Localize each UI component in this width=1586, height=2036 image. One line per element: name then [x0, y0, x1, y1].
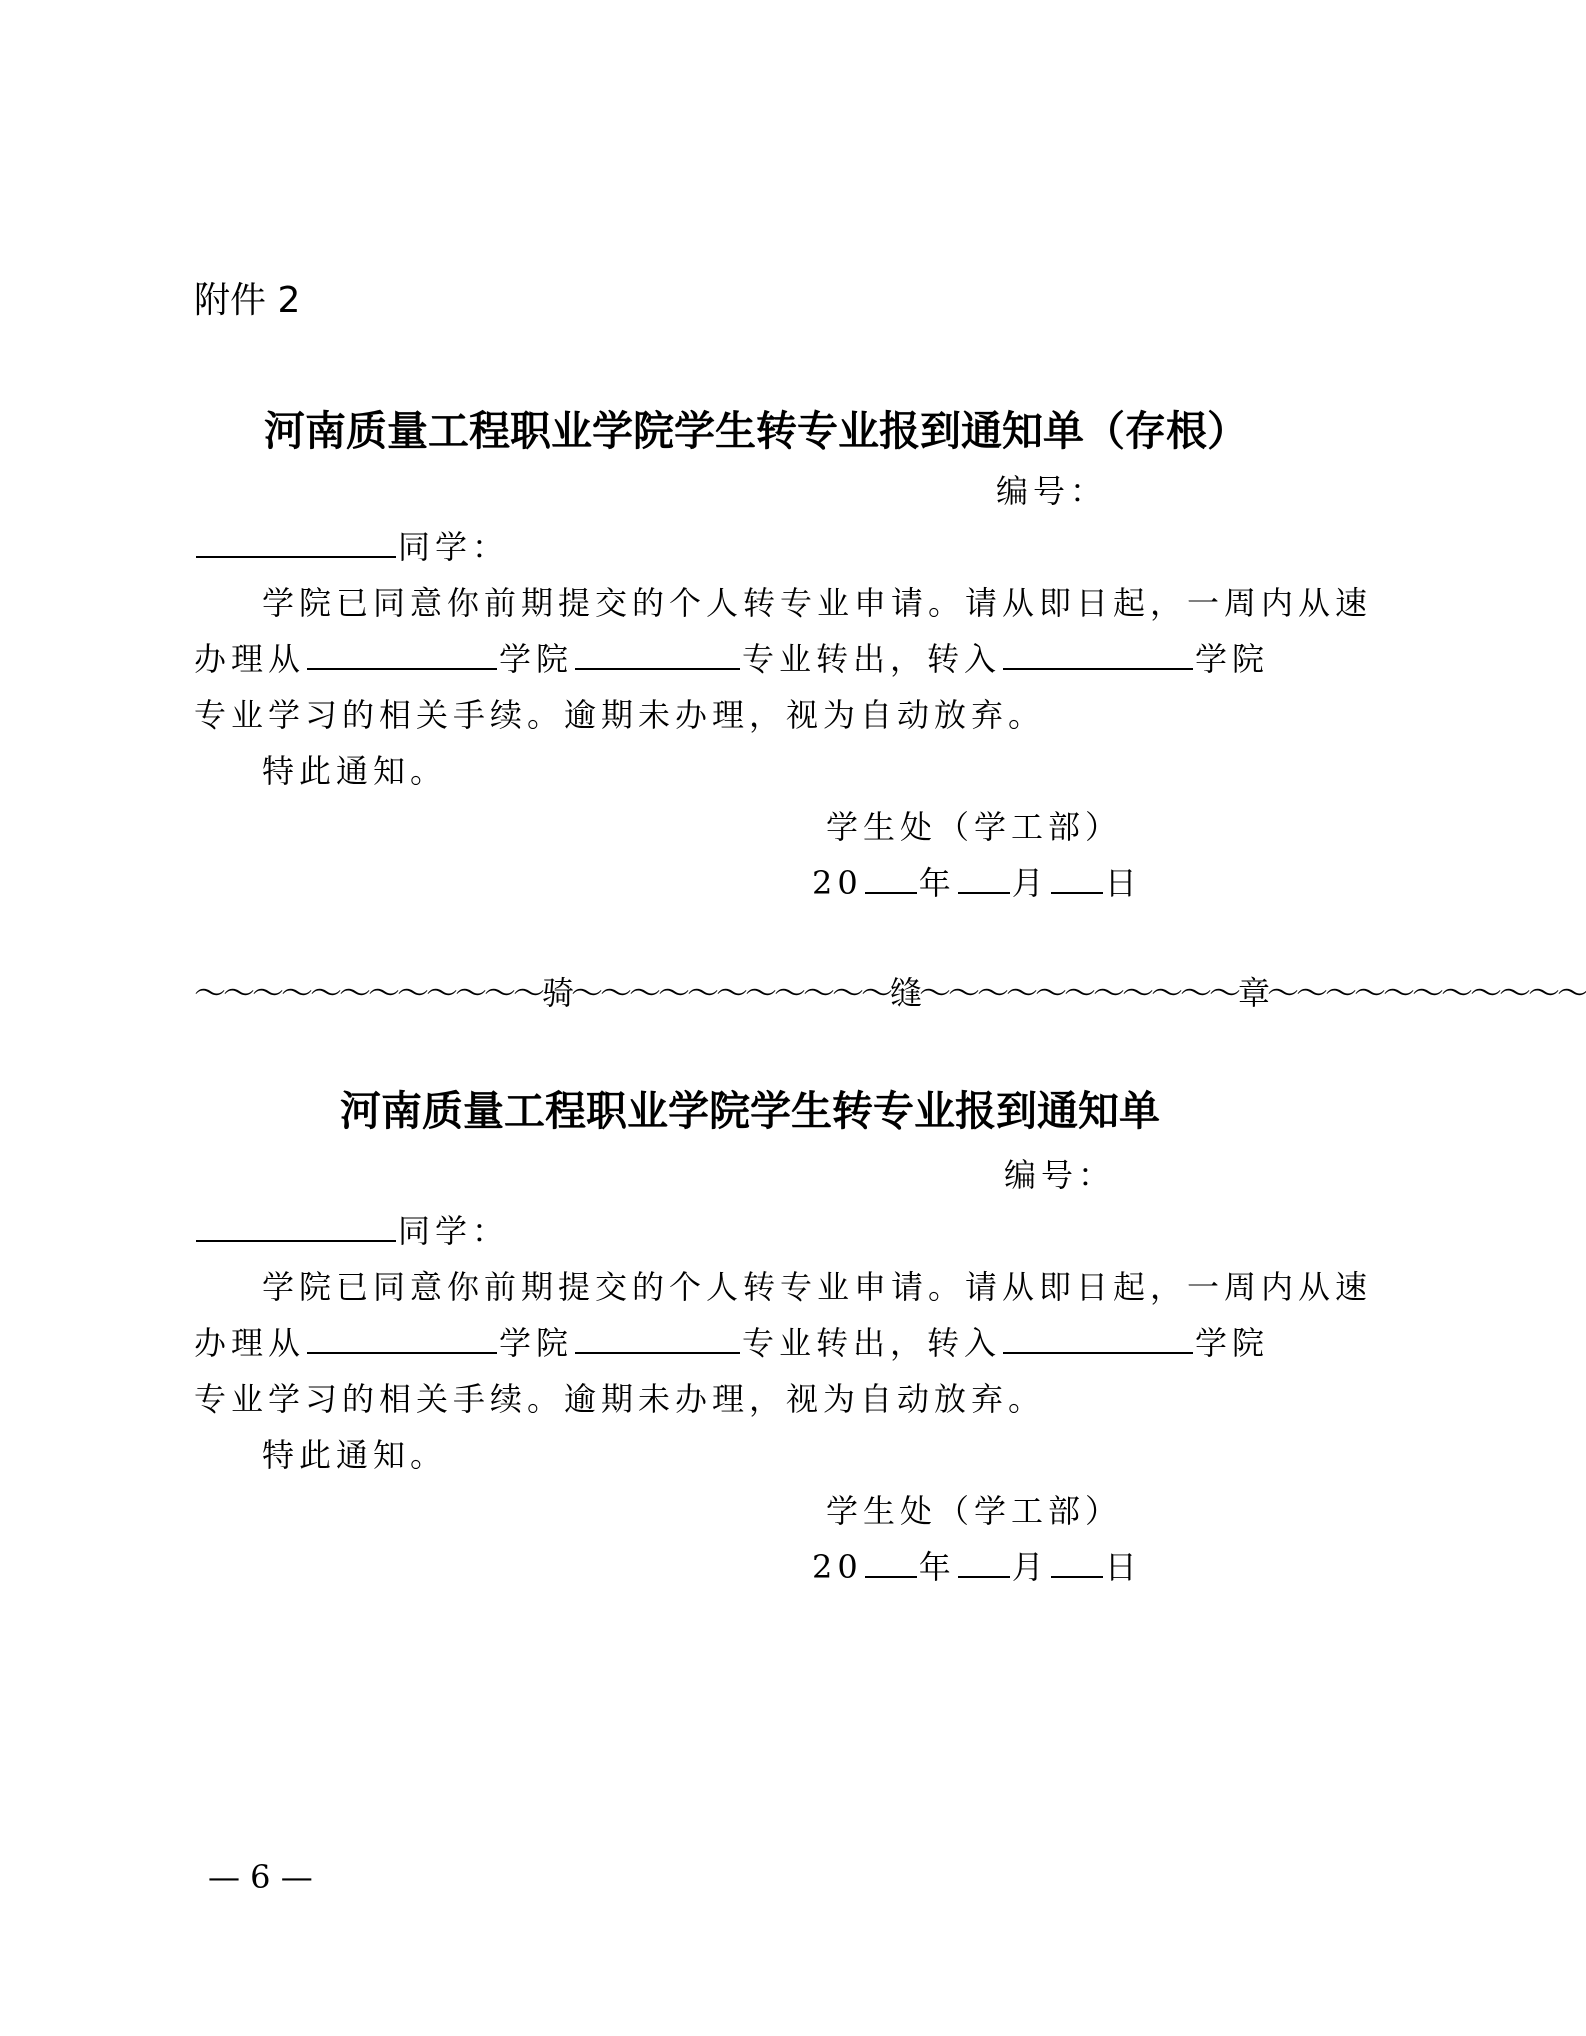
stub-date: 20 年 月 日 [812, 864, 1142, 902]
from-college-blank [307, 638, 497, 670]
stub-number-label: 编号： [996, 472, 1108, 510]
year-blank [865, 862, 917, 894]
day-blank [1051, 862, 1103, 894]
attachment-label: 附件 2 [194, 280, 301, 321]
stub-notice: 特此通知。 [262, 752, 448, 790]
main-line1: 学院已同意你前期提交的个人转专业申请。请从即日起，一周内从速 [262, 1268, 1373, 1306]
to-college-blank [1003, 1322, 1193, 1354]
month-blank [958, 862, 1010, 894]
student-name-blank [196, 1210, 396, 1242]
stub-signature: 学生处（学工部） [826, 808, 1123, 846]
stub-title: 河南质量工程职业学院学生转专业报到通知单（存根） [264, 407, 1248, 455]
stub-line1: 学院已同意你前期提交的个人转专业申请。请从即日起，一周内从速 [262, 584, 1373, 622]
stub-line2: 办理从 学院 专业转出，转入 学院 [194, 640, 1270, 678]
main-line2: 办理从 学院 专业转出，转入 学院 [194, 1324, 1270, 1362]
to-college-blank [1003, 638, 1193, 670]
stub-line3: 专业学习的相关手续。逾期未办理，视为自动放弃。 [194, 696, 1046, 734]
main-notice: 特此通知。 [262, 1436, 448, 1474]
main-signature: 学生处（学工部） [826, 1492, 1123, 1530]
main-number-label: 编号： [1004, 1156, 1116, 1194]
main-date: 20 年 月 日 [812, 1548, 1142, 1586]
from-college-blank [307, 1322, 497, 1354]
from-major-blank [575, 638, 740, 670]
from-major-blank [575, 1322, 740, 1354]
stub-greeting: 同学： [194, 522, 509, 568]
main-title: 河南质量工程职业学院学生转专业报到通知单 [340, 1087, 1160, 1135]
seal-line: ～～～～～～～～～～～～骑～～～～～～～～～～～缝～～～～～～～～～～～章～～～～～～～～～～～ [194, 974, 1586, 1012]
year-blank [865, 1546, 917, 1578]
main-greeting: 同学： [194, 1206, 509, 1252]
day-blank [1051, 1546, 1103, 1578]
student-name-blank [196, 526, 396, 558]
page-number: — 6 — [208, 1858, 313, 1896]
month-blank [958, 1546, 1010, 1578]
main-line3: 专业学习的相关手续。逾期未办理，视为自动放弃。 [194, 1380, 1046, 1418]
